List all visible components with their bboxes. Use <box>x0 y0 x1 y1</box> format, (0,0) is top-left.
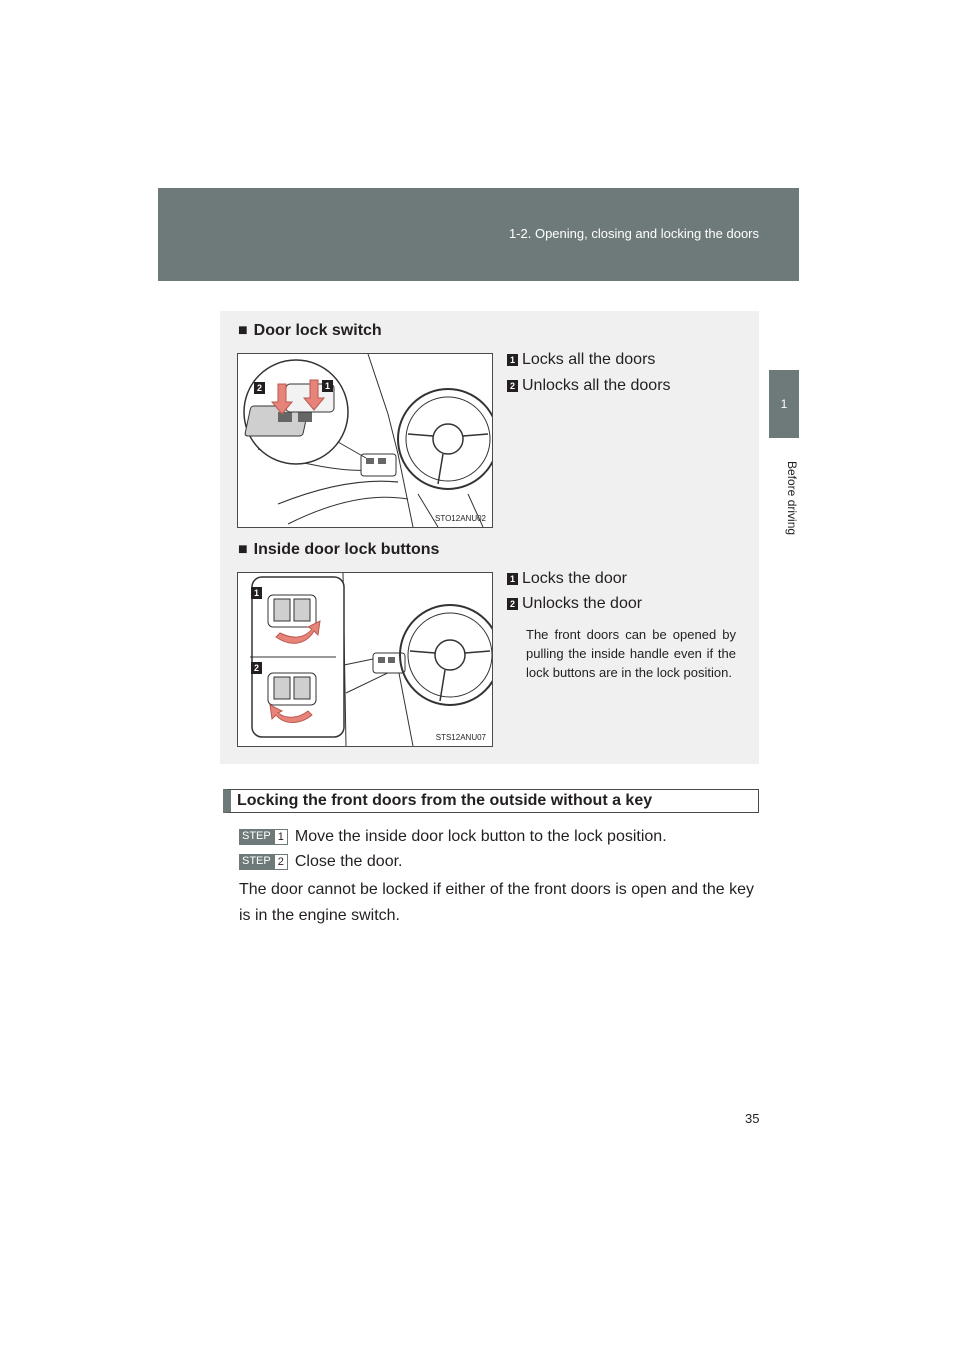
header-title: 1-2. Opening, closing and locking the doors <box>508 226 759 241</box>
legend-item: 2 Unlocks all the doors <box>507 376 671 396</box>
door-lock-switch-illustration <box>237 353 493 528</box>
figure-code: STS12ANU07 <box>435 733 486 742</box>
callout-2-icon: 2 <box>254 382 265 394</box>
step-text: Move the inside door lock button to the lock position. <box>294 828 667 845</box>
chapter-label: Before driving <box>785 460 799 536</box>
number-2-icon: 2 <box>507 598 518 610</box>
note-text: The front doors can be opened by pulling the inside handle even if the lock buttons are in the lock position. <box>526 627 736 680</box>
legend-item: 1 Locks all the doors <box>507 350 655 370</box>
section-heading-inside-door-lock-buttons: ■ Inside door lock buttons <box>238 541 440 558</box>
step-text: Close the door. <box>294 853 403 870</box>
section-heading-door-lock-switch: ■ Door lock switch <box>238 322 382 339</box>
inside-door-lock-illustration <box>237 572 493 747</box>
square-bullet-icon: ■ <box>238 322 248 339</box>
page-number: 35 <box>745 1111 760 1126</box>
header-band <box>158 188 799 281</box>
number-1-icon: 1 <box>507 573 518 585</box>
callout-2-icon: 2 <box>251 662 262 674</box>
info-panel <box>220 311 759 764</box>
callout-1-icon: 1 <box>322 380 333 392</box>
legend-item: 1 Locks the door <box>507 569 627 589</box>
number-1-icon: 1 <box>507 354 518 366</box>
number-2-icon: 2 <box>507 380 518 392</box>
legend-item: 2 Unlocks the door <box>507 594 642 614</box>
section-title: Locking the front doors from the outside without a key <box>223 789 759 813</box>
callout-1-icon: 1 <box>251 587 262 599</box>
square-bullet-icon: ■ <box>238 541 248 558</box>
step-item <box>239 853 402 871</box>
chapter-tab[interactable]: 1 <box>769 370 799 438</box>
body-paragraph: The door cannot be locked if either of the front doors is open and the key is in the engine switch. <box>239 881 754 924</box>
step-badge: STEP 2 <box>239 854 288 870</box>
figure-code: STO12ANU02 <box>435 514 486 523</box>
step-item <box>239 828 667 846</box>
step-badge: STEP 1 <box>239 829 288 845</box>
